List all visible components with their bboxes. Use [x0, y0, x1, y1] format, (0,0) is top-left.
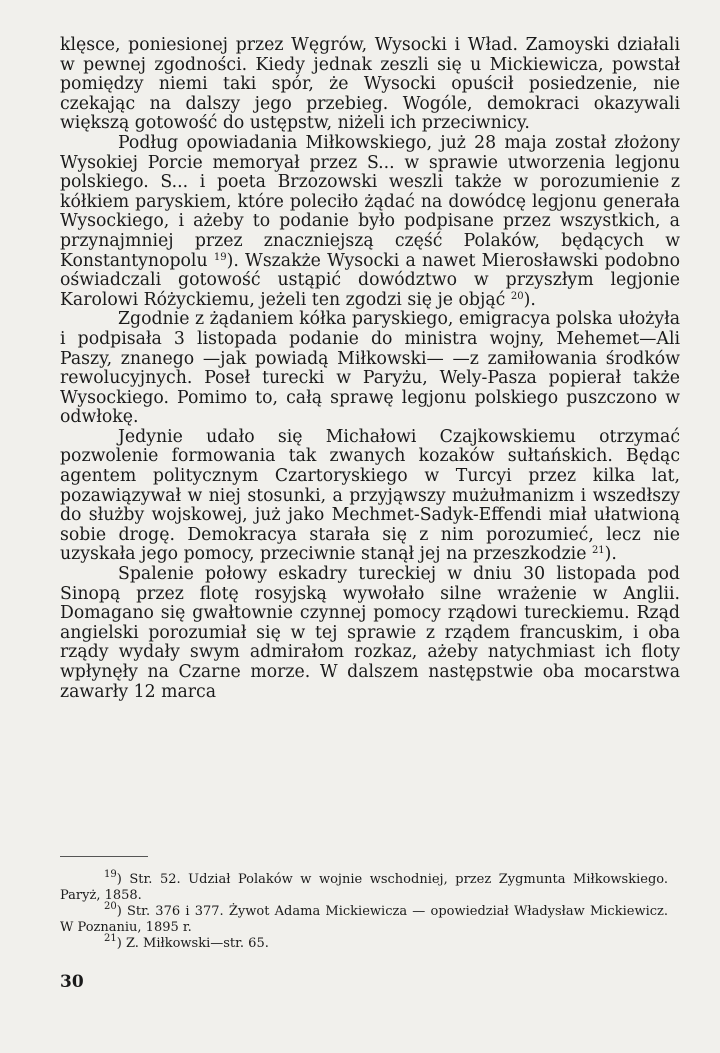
- footnotes: [60, 869, 668, 952]
- paragraph-3: Zgodnie z żądaniem kółka paryskiego, emigracya polska ułożyła i podpisała 3 listopada podanie do ministra wojny, Mehemet—Ali Paszy, znanego —jak powiadą Miłkowski— —z zamiłowania środków rewolucyjnych. Poseł turecki w Paryżu, Wely-Pasza popierał także Wysockiego. Pomimo to, całą sprawę legjonu polskiego puszczono w odwłokę.: [60, 309, 680, 428]
- footnote-20: $^{20}$) Str. 376 i 377. Żywot Adama Mickiewicza — opowiedział Władysław Mickiewicz. W Poznaniu, 1895 r.: [60, 901, 668, 935]
- paragraph-4: Jedynie udało się Michałowi Czajkowskiemu otrzymać pozwolenie formowania tak zwanych kozaków sułtańskich. Będąc agentem politycznym Czartoryskiego w Turcyi przez kilka lat, pozawiązywał w niej stosunki, a przyjąwszy mużułmanizm i wszedłszy do służby wojskowej, już jako Mechmet-Sadyk-Effendi miał ułatwioną sobie drogę. Demokracya starała się z nim porozumieć, lecz nie uzyskała jego pomocy, przeciwnie stanął jej na przeszkodzie $^{21}$).: [60, 426, 680, 565]
- paragraph-2: Podług opowiadania Miłkowskiego, już 28 maja został złożony Wysokiej Porcie memoryał przez S... w sprawie utworzenia legjonu polskiego. S... i poeta Brzozowski weszli także w porozumienie z kółkiem paryskiem, które poleciło żądać na dowódcę legjonu generała Wysockiego, i ażeby to podanie było podpisane przez wszystkich, a przynajmniej przez znaczniejszą część Polaków, będących w Konstantynopolu $^{19}$). Wszakże Wysocki a nawet Mierosławski podobno oświadczali gotowość ustąpić dowództwo w przyszłym legjonie Karolowi Różyckiemu, jeżeli ten zgodzi się je objąć $^{20}$).: [60, 132, 680, 310]
- paragraph-1: klęsce, poniesionej przez Węgrów, Wysocki i Wład. Zamoyski działali w pewnej zgodności. Kiedy jednak zeszli się u Mickiewicza, powstał pomiędzy niemi taki spór, że Wysocki opuścił posiedzenie, nie czekając na dalszy jego przebieg. Wogóle, demokraci okazywali większą gotowość do ustępstw, niżeli ich przeciwnicy.: [60, 35, 680, 134]
- footnote-ref-20: 20: [510, 290, 524, 302]
- footnote-ref-19: 19: [213, 251, 227, 263]
- footnote-21: $^{21}$) Z. Miłkowski—str. 65.: [104, 933, 269, 951]
- footnote-ref-21: 21: [591, 545, 605, 557]
- main-text: [60, 36, 680, 702]
- page-number: 30: [60, 972, 84, 992]
- paragraph-5: Spalenie połowy eskadry tureckiej w dniu 30 listopada pod Sinopą przez flotę rosyjską wywołało silne wrażenie w Anglii. Domagano się gwałtownie czynnej pomocy rządowi tureckiemu. Rząd angielski porozumiał się w tej sprawie z rządem francuskim, i oba rządy wydały swym admirałom rozkaz, ażeby natychmiast ich floty wpłynęły na Czarne morze. W dalszem następstwie oba mocarstwa zawarły 12 marca: [60, 564, 680, 702]
- footnote-19: $^{19}$) Str. 52. Udział Polaków w wojnie wschodniej, przez Zygmunta Miłkowskiego. Paryż, 1858.: [60, 869, 668, 903]
- footnote-divider: [60, 856, 148, 857]
